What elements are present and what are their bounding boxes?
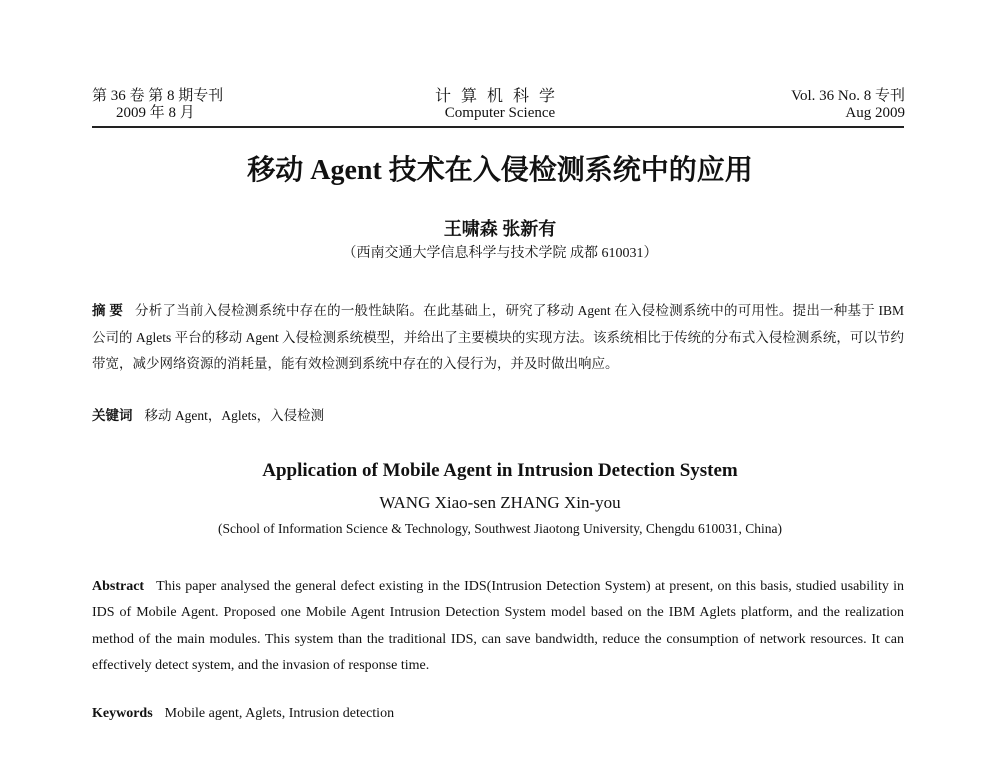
affiliation-en: (School of Information Science & Technology, Southwest Jiaotong University, Chengdu 610031, China): [218, 521, 782, 536]
volume-issue-en: Vol. 36 No. 8 专刊: [791, 88, 905, 104]
keywords-cn: [92, 404, 904, 424]
authors-en: WANG Xiao-sen ZHANG Xin-you: [379, 493, 621, 512]
keywords-label-cn: 关键词: [92, 408, 133, 423]
keywords-text-en: Mobile agent, Aglets, Intrusion detection: [164, 706, 395, 721]
title-en: Application of Mobile Agent in Intrusion Detection System: [262, 460, 738, 481]
date-cn: 2009 年 8 月: [116, 105, 195, 121]
affiliation-cn: （西南交通大学信息科学与技术学院 成都 610031）: [342, 246, 658, 261]
authors-cn: 王啸森 张新有: [443, 219, 557, 239]
abstract-cn: [92, 298, 904, 378]
keywords-label-en: Keywords: [92, 706, 153, 721]
date-en: Aug 2009: [845, 105, 905, 121]
journal-name-cn: 计算机科学: [434, 88, 565, 105]
keywords-en: [92, 706, 904, 722]
journal-name-en: Computer Science: [444, 105, 556, 121]
abstract-text-cn: 分析了当前入侵检测系统中存在的一般性缺陷。在此基础上，研究了移动 Agent 在入侵检测系统中的可用性。提出一种基于 IBM 公司的 Aglets 平台的移动 Agent 入侵检测系统模型，并给出了主要模块的实现方法。该系统相比于传统的分布式入侵检测系统，可以节约带宽，减少网络资源的消耗量，能有效检测到系统中存在的入侵行为，并及时做出响应。: [92, 303, 905, 371]
header-right: [791, 88, 905, 122]
header-rule: [92, 126, 904, 128]
keywords-text-cn: 移动 Agent，Aglets，入侵检测: [144, 408, 325, 423]
abstract-en: [92, 574, 904, 679]
title-cn: 移动 Agent 技术在入侵检测系统中的应用: [247, 155, 753, 186]
abstract-text-en: This paper analysed the general defect existing in the IDS(Intrusion Detection System) at present, on this basis, studied usability in IDS of Mobile Agent. Proposed one Mobile Agent Intrusion Detection System model based on the IBM Aglets platform, and the realization method of the main modules. This system than the traditional IDS, can save bandwidth, reduce the consumption of network resources. It can effectively detect system, and the invasion of response time.: [92, 579, 904, 673]
volume-issue: 第 36 卷 第 8 期专刊: [92, 88, 224, 104]
abstract-label-en: Abstract: [92, 579, 145, 594]
abstract-label-cn: 摘 要: [92, 303, 124, 318]
